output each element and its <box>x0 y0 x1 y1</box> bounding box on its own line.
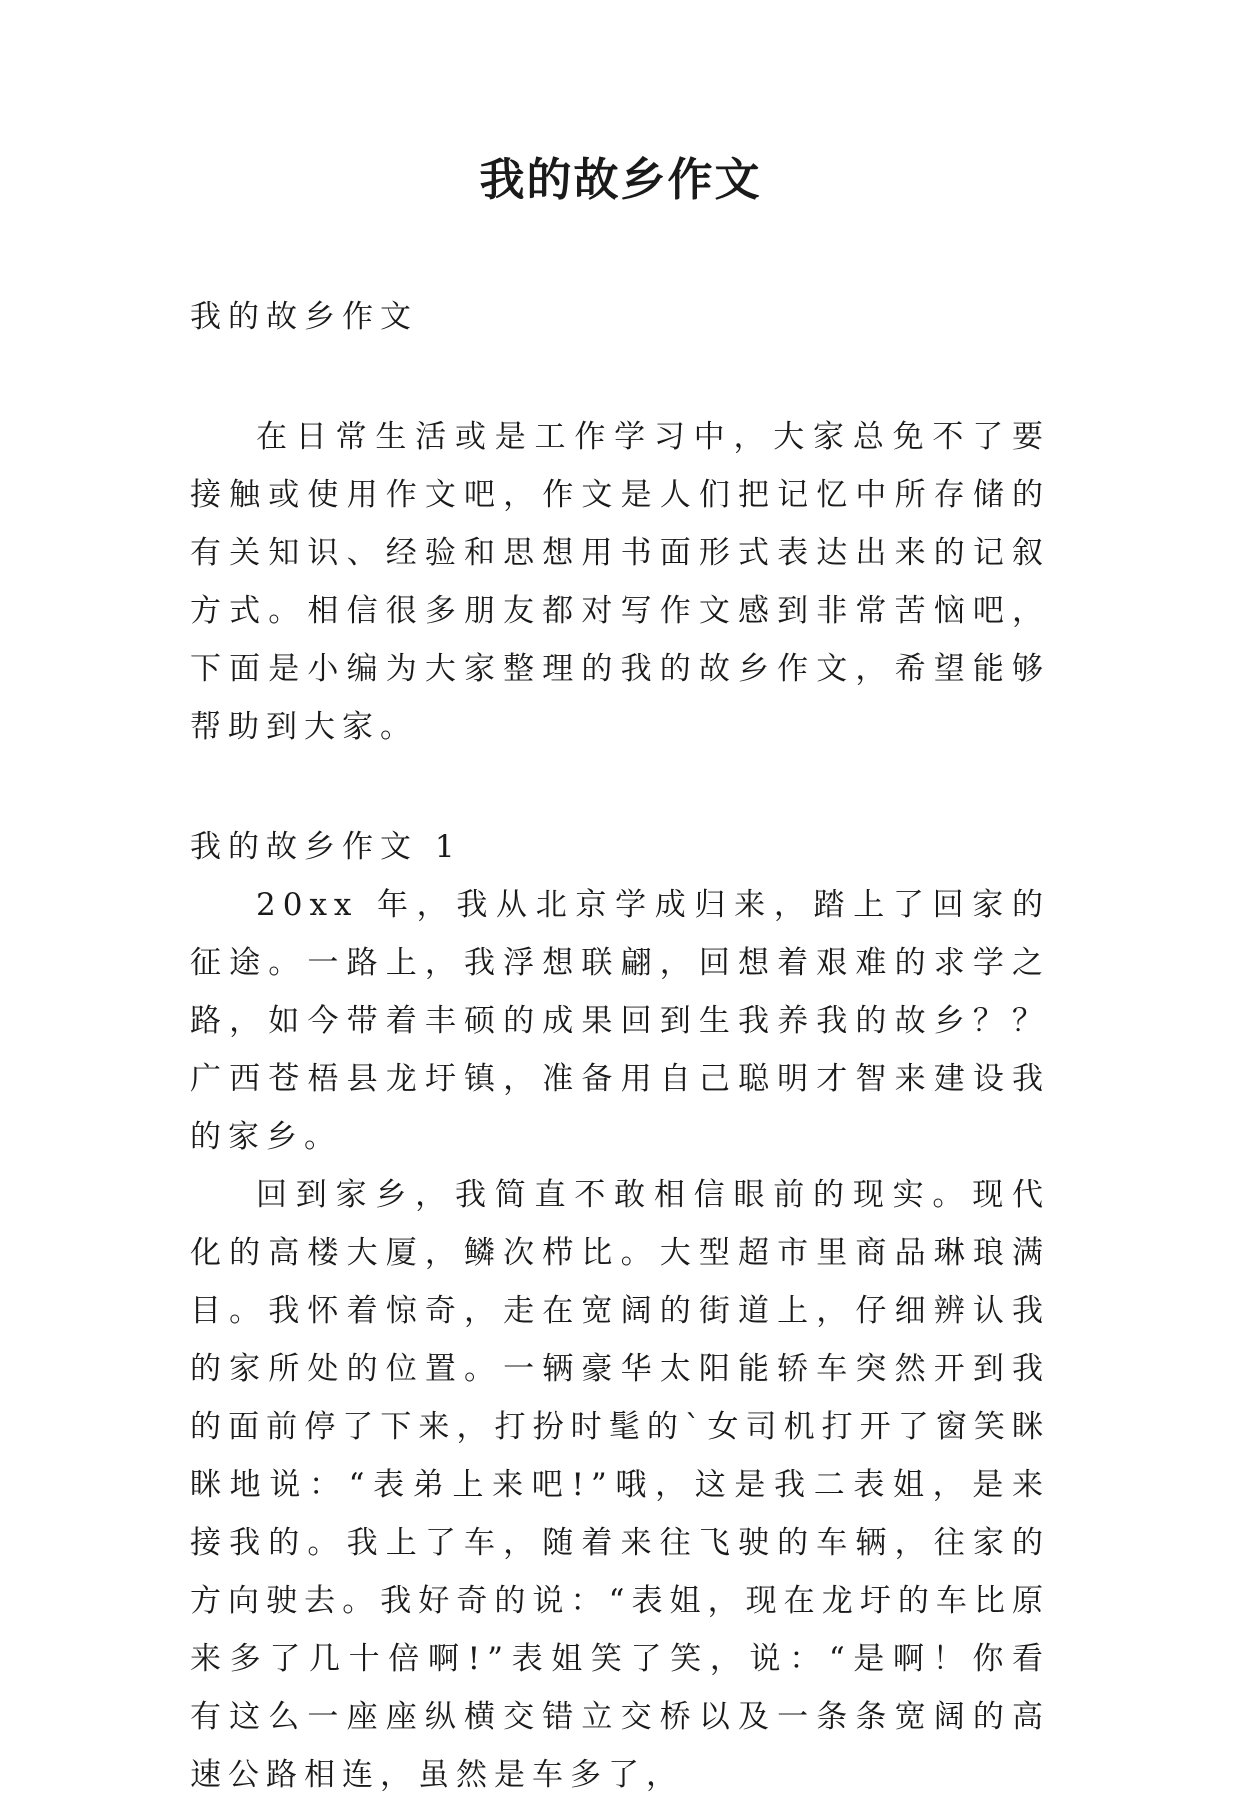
document-title: 我的故乡作文 <box>479 153 762 206</box>
intro-paragraph: 在日常生活或是工作学习中，大家总免不了要接触或使用作文吧，作文是人们把记忆中所存储的有关知识、经验和思想用书面形式表达出来的记叙方式。相信很多朋友都对写作文感到非常苦恼吧，下面是小编为大家整理的我的故乡作文，希望能够帮助到大家。 <box>190 419 1050 745</box>
section-heading: 我的故乡作文 1 <box>190 829 462 865</box>
document-subtitle: 我的故乡作文 <box>190 299 418 335</box>
document-body <box>190 288 1050 1804</box>
body-paragraph: 20xx 年，我从北京学成归来，踏上了回家的征途。一路上，我浮想联翩，回想着艰难的求学之路，如今带着丰硕的成果回到生我养我的故乡？？广西苍梧县龙圩镇，准备用自己聪明才智来建设我的家乡。 <box>190 887 1050 1155</box>
body-paragraph: 回到家乡，我简直不敢相信眼前的现实。现代化的高楼大厦，鳞次栉比。大型超市里商品琳琅满目。我怀着惊奇，走在宽阔的街道上，仔细辨认我的家所处的位置。一辆豪华太阳能轿车突然开到我的面前停了下来，打扮时髦的`女司机打开了窗笑眯眯地说：“表弟上来吧!”哦，这是我二表姐，是来接我的。我上了车，随着来往飞驶的车辆，往家的方向驶去。我好奇的说：“表姐，现在龙圩的车比原来多了几十倍啊!”表姐笑了笑，说：“是啊！你看有这么一座座纵横交错立交桥以及一条条宽阔的高速公路相连，虽然是车多了， <box>190 1177 1050 1793</box>
